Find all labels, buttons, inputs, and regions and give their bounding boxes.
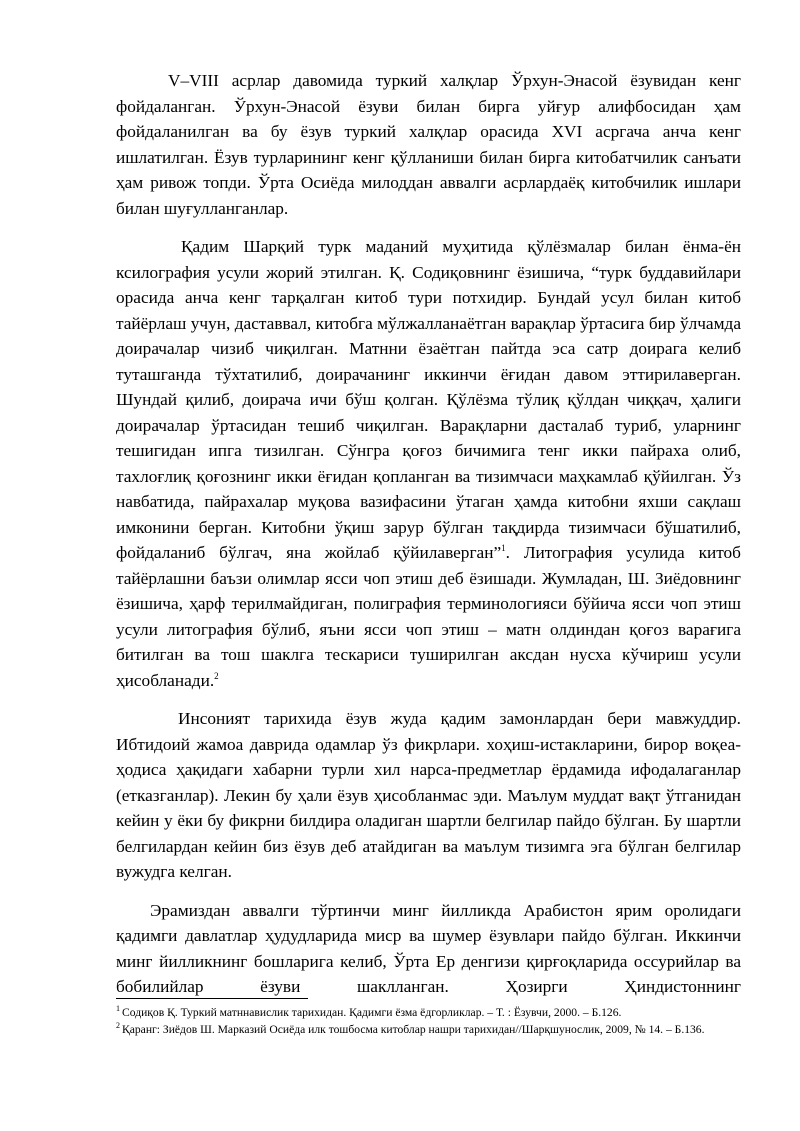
footnote-1-marker: 1 bbox=[116, 1004, 120, 1014]
paragraph-4: Эрамиздан аввалги тўртинчи минг йилликда Арабистон ярим оролидаги қадимги давлатлар ҳудудларида миср ва шумер ёзувлари пайдо бўлган. Иккинчи минг йилликнинг бошларига келиб, Ўрта Ер денгизи қирғоқларида оссурийлар ва бобилийлар ёзуви шаклланган. Ҳозирги Ҳиндистоннинг bbox=[116, 900, 741, 996]
footnote-2 bbox=[116, 1021, 741, 1038]
footnote-ref-2: 2 bbox=[214, 670, 219, 681]
paragraph-2-part-1: Қадим Шарқий турк маданий муҳитида қўлёзмалар билан ёнма-ён ксилография усули жорий этилган. Қ. Содиқовнинг ёзишича, “турк буддавийлари орасида анча кенг тарқалган китоб тури потхидир. Бундай усул билан китоб тайёрлаш учун, даставвал, китобга мўлжалланаётган варақлар ўртасига бир ўлчамда доирачалар чизиб чиқилган. Матнни ёзаётган пайтда эса сатр доирага келиб туташганда тўхтатилиб, доирачанинг иккинчи ёғидан давом эттирилаверган. Шундай қилиб, доирача ичи бўш қолган. Қўлёзма тўлиқ қўлдан чиққач, ҳалиги доирачалар ўртасидан тешиб чиқилган. Варақларни дасталаб туриб, уларнинг тешигидан ипга тизилган. Сўнгра қоғоз бичимига тенг икки пайраха олиб, тахлоғлиқ қоғознинг икки ёғидан қопланган ва тизимчаси маҳкамлаб қўйилган. Ўз навбатида, пайрахалар муқова вазифасини ўтаган ҳамда китобни яхши сақлаш имконини берган. Китобни ўқиш зарур бўлган тақдирда тизимчаси бўшатилиб, фойдаланиб бўлгач, яна жойлаб қўйилаверган” bbox=[116, 237, 741, 562]
footnotes bbox=[116, 1004, 741, 1038]
footnote-ref-1: 1 bbox=[501, 543, 506, 554]
paragraph-2-part-2: . Литография усулида китоб тайёрлашни баъзи олимлар ясси чоп этиш деб ёзишади. Жумладан, Ш. Зиёдовнинг ёзишича, ҳарф терилмайдиган, полиграфия терминологияси бўйича ясси чоп этиш усули литография бўлиб, яъни ясси чоп этиш – матн олдиндан қоғоз варағига битилган ва тош шаклга тескариси туширилган аксдан нусха кўчириш усули ҳисобланади. bbox=[116, 543, 741, 690]
paragraph-2 bbox=[116, 234, 741, 693]
body-text bbox=[116, 68, 741, 1000]
paragraph-3: Инсоният тарихида ёзув жуда қадим замонлардан бери мавжуддир. Ибтидоий жамоа даврида одамлар ўз фикрлари. хоҳиш-истакларини, бирор воқеа-ҳодиса ҳақидаги хабарни турли хил нарса-предметлар ёрдамида ифодалаганлар (етказганлар). Лекин бу ҳали ёзув ҳисобланмас эди. Маълум муддат вақт ўтганидан кейин у ёки бу фикрни билдира оладиган шартли белгилар пайдо бўлган. Бу шартли белгилардан кейин биз ёзув деб атайдиган ва маълум тизимга эга бўлган белгилар вужудга келган. bbox=[116, 709, 741, 881]
footnote-separator bbox=[116, 998, 308, 999]
footnote-1 bbox=[116, 1004, 741, 1021]
paragraph-1: V–VIII асрлар давомида туркий халқлар Ўрхун-Энасой ёзувидан кенг фойдаланган. Ўрхун-Энасой ёзуви билан бирга уйғур алифбосидан ҳам фойдаланилган ва бу ёзув туркий халқлар орасида XVI асргача анча кенг ишлатилган. Ёзув турларининг кенг қўлланиши билан бирга китобатчилик санъати ҳам ривож топди. Ўрта Осиёда милоддан аввалги асрлардаёқ китобчилик ишлари билан шуғулланганлар. bbox=[116, 71, 741, 218]
footnote-2-text: Қаранг: Зиёдов Ш. Марказий Осиёда илк тошбосма китоблар нашри тарихидан//Шарқшунослик, 2009, № 14. – Б.136. bbox=[122, 1023, 705, 1036]
footnote-1-text: Содиқов Қ. Туркий матннавислик тарихидан. Қадимги ёзма ёдгорликлар. – Т. : Ёзувчи, 2000. – Б.126. bbox=[122, 1006, 622, 1019]
footnote-2-marker: 2 bbox=[116, 1021, 120, 1031]
